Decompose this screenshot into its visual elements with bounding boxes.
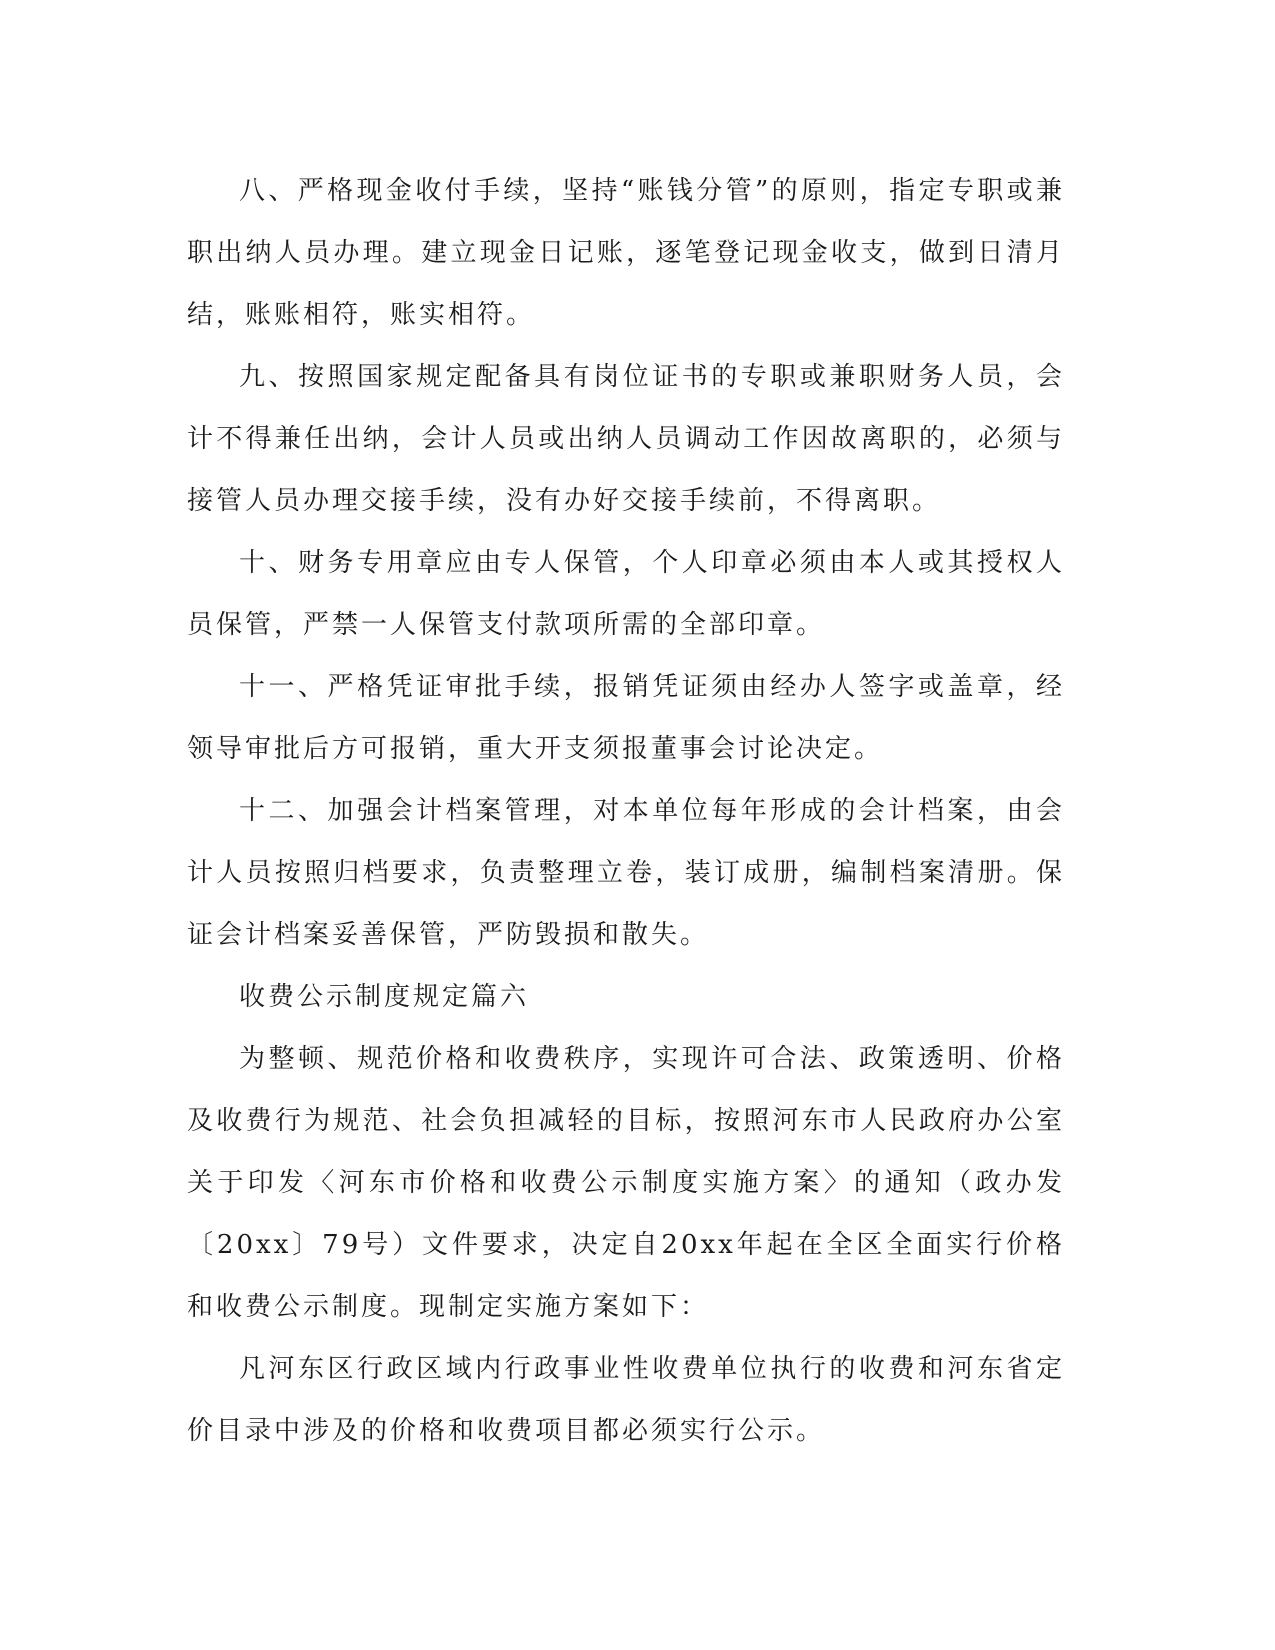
paragraph-intro: 为整顿、规范价格和收费秩序，实现许可合法、政策透明、价格及收费行为规范、社会负担减轻的目标，按照河东市人民政府办公室关于印发〈河东市价格和收费公示制度实施方案〉的通知（政办发〔20xx〕79号）文件要求，决定自20xx年起在全区全面实行价格和收费公示制度。现制定实施方案如下：: [187, 1044, 1065, 1322]
paragraph-item-10: 十、财务专用章应由专人保管，个人印章必须由本人或其授权人员保管，严禁一人保管支付款项所需的全部印章。: [187, 548, 1065, 640]
paragraph-item-8: 八、严格现金收付手续，坚持“账钱分管”的原则，指定专职或兼职出纳人员办理。建立现金日记账，逐笔登记现金收支，做到日清月结，账账相符，账实相符。: [187, 176, 1065, 330]
paragraph-item-9: 九、按照国家规定配备具有岗位证书的专职或兼职财务人员，会计不得兼任出纳，会计人员或出纳人员调动工作因故离职的，必须与接管人员办理交接手续，没有办好交接手续前，不得离职。: [187, 362, 1065, 516]
section-heading: 收费公示制度规定篇六: [239, 982, 530, 1012]
document-body: [187, 160, 1065, 1462]
paragraph-item-12: 十二、加强会计档案管理，对本单位每年形成的会计档案，由会计人员按照归档要求，负责整理立卷，装订成册，编制档案清册。保证会计档案妥善保管，严防毁损和散失。: [187, 796, 1065, 950]
paragraph-item-11: 十一、严格凭证审批手续，报销凭证须由经办人签字或盖章，经领导审批后方可报销，重大开支须报董事会讨论决定。: [187, 672, 1065, 764]
paragraph-scope: 凡河东区行政区域内行政事业性收费单位执行的收费和河东省定价目录中涉及的价格和收费项目都必须实行公示。: [187, 1354, 1065, 1446]
